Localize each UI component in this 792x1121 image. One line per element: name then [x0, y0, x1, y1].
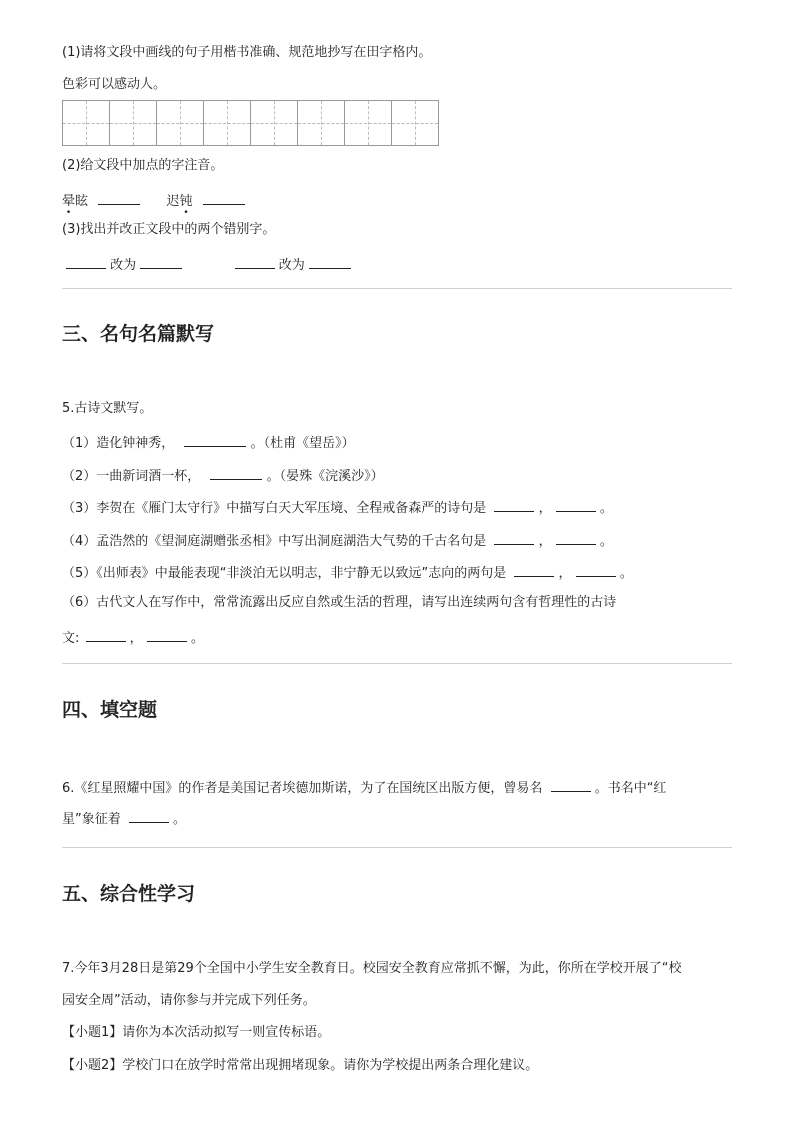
- q5-stem: 5.古诗文默写。: [62, 401, 153, 416]
- q5-item-6: （6）古代文人在写作中，常常流露出反应自然或生活的哲理，请写出连续两句含有哲理性的古诗: [62, 595, 617, 610]
- q5-item-4: [62, 530, 613, 551]
- answer-blank[interactable]: [129, 808, 169, 823]
- punct: ，: [538, 501, 552, 516]
- answer-blank[interactable]: [210, 465, 262, 480]
- divider: [62, 663, 732, 664]
- q4-sub2: (2)给文段中加点的字注音。: [62, 158, 224, 173]
- answer-blank[interactable]: [98, 190, 140, 205]
- item-text: （3）李贺在《雁门太守行》中描写白天大军压境、全程戒备森严的诗句是: [62, 501, 487, 516]
- item-source: 。（晏殊《浣溪沙》）: [266, 469, 384, 484]
- q6-line-2: [62, 808, 186, 829]
- grid-cell[interactable]: [297, 100, 345, 146]
- word-char: 迟: [166, 194, 180, 209]
- item-source: 。（杜甫《望岳》）: [250, 436, 355, 451]
- item-text: 6.《红星照耀中国》的作者是美国记者埃德加斯诺，为了在国统区出版方便，曾易名: [62, 781, 543, 796]
- dotted-char: 钝: [179, 194, 193, 209]
- answer-blank[interactable]: [576, 562, 616, 577]
- q7-line-2: 园安全周”活动，请你参与并完成下列任务。: [62, 993, 316, 1008]
- q5-item-5: [62, 562, 633, 583]
- q7-task-1: 【小题1】请你为本次活动拟写一则宣传标语。: [62, 1025, 331, 1040]
- q7-line-1: 7.今年3月28日是第29个全国中小学生安全教育日。校园安全教育应常抓不懈，为此，你所在学校开展了“校: [62, 961, 682, 976]
- q4-sub3: (3)找出并改正文段中的两个错别字。: [62, 222, 276, 237]
- answer-blank[interactable]: [514, 562, 554, 577]
- divider: [62, 847, 732, 848]
- section-title: 四、填空题: [62, 699, 158, 721]
- tianzige-grid[interactable]: [62, 100, 439, 146]
- q5-item-2: [62, 465, 384, 486]
- change-to-label: 改为: [278, 258, 305, 273]
- item-text: （4）孟浩然的《望洞庭湖赠张丞相》中写出洞庭湖浩大气势的千古名句是: [62, 534, 487, 549]
- section-title: 五、综合性学习: [62, 883, 196, 905]
- grid-cell[interactable]: [250, 100, 298, 146]
- typo-row: [66, 254, 351, 275]
- item-text: （5）《出师表》中最能表现“非淡泊无以明志，非宁静无以致远”志向的两句是: [62, 566, 507, 581]
- answer-blank[interactable]: [494, 497, 534, 512]
- copy-sentence: 色彩可以感动人。: [62, 77, 167, 92]
- punct: ，: [538, 534, 552, 549]
- punct: 。: [599, 501, 613, 516]
- item-text: 星”象征着: [62, 812, 121, 827]
- answer-blank[interactable]: [66, 254, 106, 269]
- punct: 。: [599, 534, 613, 549]
- grid-cell[interactable]: [344, 100, 392, 146]
- answer-blank[interactable]: [556, 497, 596, 512]
- punct: 。: [190, 631, 204, 646]
- answer-blank[interactable]: [203, 190, 245, 205]
- answer-blank[interactable]: [86, 627, 126, 642]
- answer-blank[interactable]: [184, 432, 246, 447]
- grid-cell[interactable]: [203, 100, 251, 146]
- divider: [62, 288, 732, 289]
- item-text: 文:: [62, 631, 80, 646]
- dotted-char: 晕: [62, 194, 76, 209]
- section-title: 三、名句名篇默写: [62, 323, 215, 345]
- grid-cell[interactable]: [391, 100, 439, 146]
- q7-task-2: 【小题2】学校门口在放学时常常出现拥堵现象。请你为学校提出两条合理化建议。: [62, 1058, 539, 1073]
- answer-blank[interactable]: [140, 254, 182, 269]
- grid-cell[interactable]: [109, 100, 157, 146]
- answer-blank[interactable]: [556, 530, 596, 545]
- answer-blank[interactable]: [235, 254, 275, 269]
- answer-blank[interactable]: [551, 777, 591, 792]
- answer-blank[interactable]: [494, 530, 534, 545]
- q5-item-1: [62, 432, 355, 453]
- punct: 。: [173, 812, 187, 827]
- item-text: （1）造化钟神秀，: [62, 436, 175, 451]
- pinyin-row: [62, 190, 245, 211]
- word-char: 眩: [75, 194, 89, 209]
- punct: ，: [558, 566, 572, 581]
- punct: 。: [619, 566, 633, 581]
- q5-item-3: [62, 497, 613, 518]
- q5-item-6-cont: [62, 627, 204, 648]
- q4-sub1: (1)请将文段中画线的句子用楷书准确、规范地抄写在田字格内。: [62, 45, 432, 60]
- item-text: （2）一曲新词酒一杯，: [62, 469, 201, 484]
- grid-cell[interactable]: [156, 100, 204, 146]
- answer-blank[interactable]: [309, 254, 351, 269]
- punct: ，: [129, 631, 143, 646]
- change-to-label: 改为: [110, 258, 137, 273]
- grid-cell[interactable]: [62, 100, 110, 146]
- q6-line-1: [62, 777, 666, 798]
- answer-blank[interactable]: [147, 627, 187, 642]
- item-text: 。书名中“红: [594, 781, 667, 796]
